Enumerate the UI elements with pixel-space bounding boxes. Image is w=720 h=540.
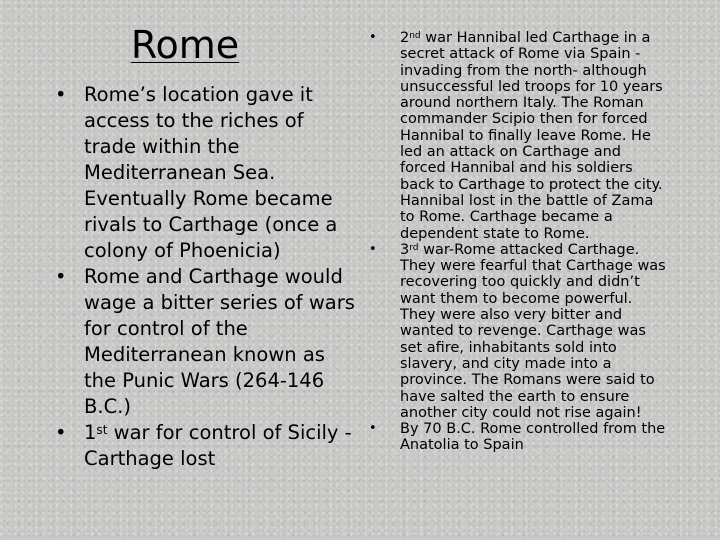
bullet-icon: •: [55, 83, 67, 106]
bullet-ordinal-suffix: st: [96, 422, 108, 437]
bullet-ordinal-number: 1: [84, 421, 97, 444]
right-bullet-item-second-war: [369, 30, 669, 242]
left-bullet-item-first-war: [55, 420, 355, 472]
right-bullet-item-control: [369, 421, 669, 454]
bullet-ordinal-suffix: nd: [409, 30, 421, 41]
bullet-icon: •: [369, 421, 377, 437]
left-bullet-list: [55, 82, 355, 472]
bullet-ordinal-number: 3: [400, 241, 410, 258]
bullet-ordinal-suffix: rd: [409, 242, 419, 253]
bullet-text: Rome’s location gave it access to the riches of trade within the Mediterranean Sea. Eventually Rome became rivals to Carthage (once a colony of Phoenicia): [84, 83, 338, 262]
left-bullet-item-location: [55, 82, 355, 264]
bullet-text: war-Rome attacked Carthage. They were fearful that Carthage was recovering too quickly and didn’t want them to become powerful. They were also very bitter and wanted to revenge. Carthage was set afire, inhabitants sold into slavery, and city made into a province. The Romans were said to have salted the earth to ensure another city could not rise again!: [400, 241, 666, 421]
left-bullet-item-punic-wars: [55, 264, 355, 420]
bullet-text: Rome and Carthage would wage a bitter series of wars for control of the Mediterranean known as the Punic Wars (264-146 B.C.): [84, 265, 355, 418]
right-bullet-list: [369, 30, 669, 454]
bullet-icon: •: [369, 241, 377, 257]
bullet-text: war Hannibal led Carthage in a secret attack of Rome via Spain -invading from the north- although unsuccessful led troops for 10 years around northern Italy. The Roman commander Scipio then for forced Hannibal to finally leave Rome. He led an attack on Carthage and forced Hannibal and his soldiers back to Carthage to protect the city. Hannibal lost in the battle of Zama to Rome. Carthage became a dependent state to Rome.: [400, 30, 663, 242]
right-bullet-item-third-war: [369, 242, 669, 421]
bullet-icon: •: [55, 421, 67, 444]
bullet-icon: •: [55, 265, 67, 288]
bullet-icon: •: [369, 30, 377, 45]
bullet-text: By 70 B.C. Rome controlled from the Anatolia to Spain: [400, 421, 666, 454]
bullet-text: war for control of Sicily -Carthage lost: [84, 421, 352, 470]
bullet-ordinal-number: 2: [400, 30, 410, 46]
slide-title: Rome: [130, 23, 240, 67]
